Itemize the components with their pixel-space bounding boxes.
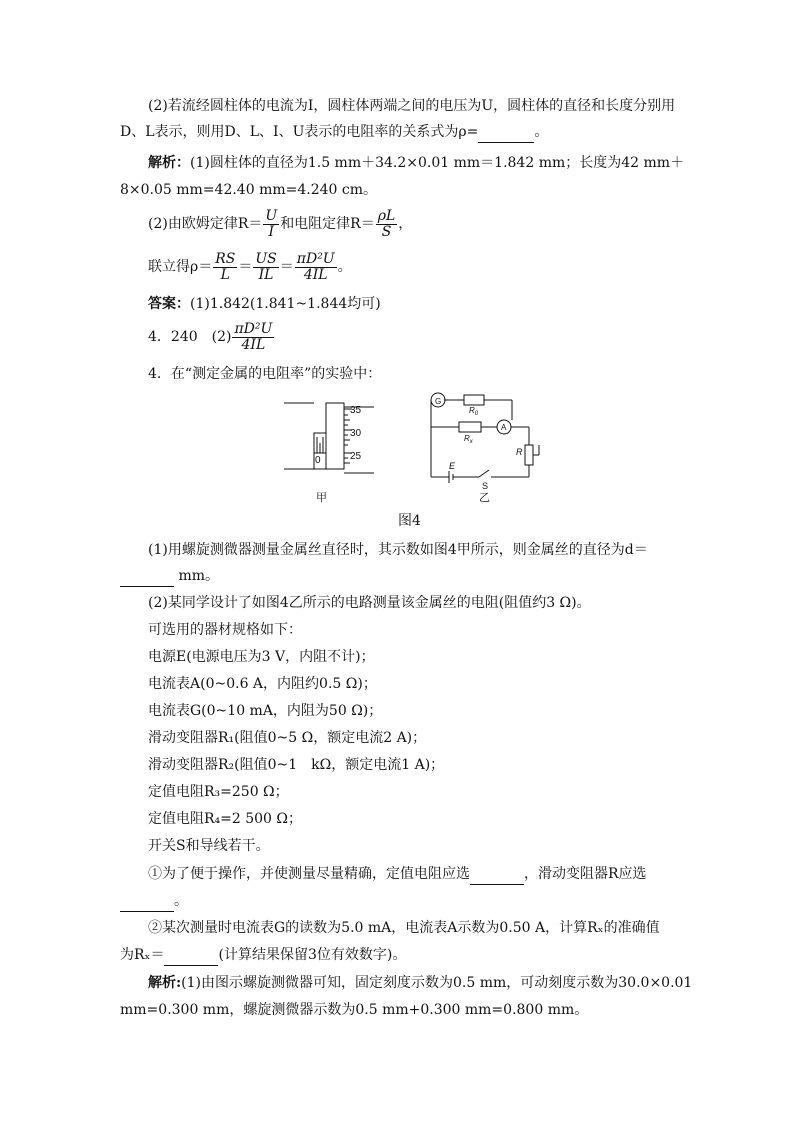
ans4-num: πD²U	[234, 320, 273, 337]
equip-item: 开关S和导线若干。	[148, 838, 270, 854]
q4-p2: (2)某同学设计了如图4乙所示的电路测量该金属丝的电阻(阻值约3 Ω)。	[148, 595, 591, 611]
equip-item: 滑动变阻器R₁(阻值0~5 Ω，额定电流2 A)；	[148, 730, 427, 746]
sol1-line1	[148, 153, 684, 173]
rho-blank	[478, 122, 534, 143]
q2-line2-end: 。	[534, 124, 549, 140]
ans4-line	[148, 320, 275, 354]
circuit-label: 乙	[479, 492, 490, 504]
sub1-end: 。	[174, 893, 188, 909]
sub1-a: ①为了便于操作，并使测量尽量精确，定值电阻应选	[148, 866, 470, 882]
ohm-frac-2	[376, 209, 398, 240]
equip-item: 电流表A(0~0.6 A，内阻约0.5 Ω)；	[148, 676, 377, 692]
ohm-f2-den: S	[381, 223, 392, 240]
figure-caption: 图4	[398, 513, 421, 529]
a-label: A	[501, 423, 507, 432]
combine-eq1: ＝	[238, 259, 253, 275]
tick-25: 25	[350, 451, 362, 462]
q4-p1-line1: (1)用螺旋测微器测量金属丝直径时，其示数如图4甲所示，则金属丝的直径为d＝	[148, 542, 648, 558]
q4-p1-line2	[120, 566, 219, 587]
rx-blank	[164, 945, 218, 966]
combine-frac-1	[213, 252, 237, 283]
equip-item: 电源E(电源电压为3 V，内阻不计)；	[148, 649, 375, 665]
rheostat-blank	[120, 891, 174, 912]
s-label: S	[482, 481, 489, 491]
g-label: G	[435, 397, 442, 406]
circuit-figure	[424, 385, 554, 505]
combine-line	[148, 250, 352, 284]
sub2-line1: ②某次测量时电流表G的读数为5.0 mA，电流表A示数为0.50 A，计算Rₓ的准确值	[148, 920, 660, 936]
sub2-a: 为Rₓ＝	[120, 947, 165, 963]
equip-intro: 可选用的器材规格如下：	[148, 622, 302, 638]
ohm-f1-den: I	[268, 223, 275, 240]
equip-item: 定值电阻R₄=2 500 Ω；	[148, 811, 303, 827]
ohm-line	[148, 207, 412, 241]
sol1-text1: (1)圆柱体的直径为1.5 mm＋34.2×0.01 mm＝1.842 mm；长度为42 mm＋	[190, 155, 685, 171]
rx-label: $R_x$	[464, 434, 473, 445]
ans4-prefix: 4．240 (2)	[148, 329, 232, 345]
sol1-label: 解析：	[148, 155, 190, 171]
sol2-text1: (1)由图示螺旋测微器可知，固定刻度示数为0.5 mm，可动刻度示数为30.0×0.01	[181, 975, 693, 991]
combine-f3-den: 4IL	[303, 266, 328, 283]
ohm-f2-num: ρL	[377, 207, 396, 224]
equip-item: 滑动变阻器R₂(阻值0~1 kΩ，额定电流1 A)；	[148, 757, 445, 773]
r-label: R	[516, 447, 523, 457]
combine-frac-2	[253, 252, 278, 283]
sol1-line2: 8×0.05 mm=42.40 mm=4.240 cm。	[120, 182, 377, 198]
answer-line	[148, 294, 381, 314]
q2-line1: (2)若流经圆柱体的电流为I，圆柱体两端之间的电压为U，圆柱体的直径和长度分别用	[148, 98, 676, 114]
combine-eq2: ＝	[279, 259, 294, 275]
ans4-den: 4IL	[241, 336, 266, 353]
e-label: E	[449, 461, 456, 471]
combine-f1-den: L	[220, 266, 230, 283]
combine-f3-num: πD²U	[296, 250, 335, 267]
combine-f2-den: IL	[258, 266, 274, 283]
sol2-line2: mm=0.300 mm，螺旋测微器示数为0.5 mm+0.300 mm=0.800 mm。	[120, 1002, 589, 1018]
ohm-suffix: ，	[398, 216, 413, 232]
sub1-line1	[148, 864, 647, 885]
tick-35: 35	[350, 405, 362, 416]
ohm-f1-num: U	[265, 207, 278, 224]
ans4-frac	[232, 322, 274, 353]
sub2-b: (计算结果保留3位有效数字)。	[218, 947, 407, 963]
sol2-label: 解析:	[148, 975, 182, 991]
answer-text: (1)1.842(1.841~1.844均可)	[190, 296, 381, 312]
equip-item: 电流表G(0~10 mA，内阻为50 Ω)；	[148, 703, 383, 719]
micrometer-figure	[282, 395, 382, 510]
combine-f2-num: US	[255, 250, 277, 267]
d-blank	[120, 566, 174, 587]
sub1-b: ，滑动变阻器R应选	[524, 866, 647, 882]
resistor-blank	[470, 864, 524, 885]
ohm-frac-1	[263, 209, 279, 240]
combine-suffix: 。	[337, 259, 352, 275]
q2-line2-text: D、L表示，则用D、L、I、U表示的电阻率的关系式为ρ=	[120, 124, 479, 140]
q4-p1-unit: mm。	[174, 568, 220, 584]
combine-prefix: 联立得ρ＝	[148, 259, 213, 275]
r0-label: $R_0$	[469, 406, 479, 417]
combine-f1-num: RS	[215, 250, 236, 267]
q2-line2	[120, 122, 548, 143]
sub1-line2	[120, 891, 188, 912]
ohm-prefix: (2)由欧姆定律R＝	[148, 216, 263, 232]
answer-label: 答案：	[148, 296, 190, 312]
equip-item: 定值电阻R₃=250 Ω；	[148, 784, 289, 800]
ohm-mid: 和电阻定律R＝	[280, 216, 375, 232]
combine-frac-3	[295, 252, 337, 283]
tick-zero: 0	[315, 455, 321, 466]
tick-30: 30	[350, 428, 362, 439]
micrometer-label: 甲	[316, 492, 327, 504]
sub2-line2	[120, 945, 406, 966]
q4-title: 4．在“测定金属的电阻率”的实验中：	[148, 366, 382, 382]
sol2-line1	[148, 973, 692, 993]
